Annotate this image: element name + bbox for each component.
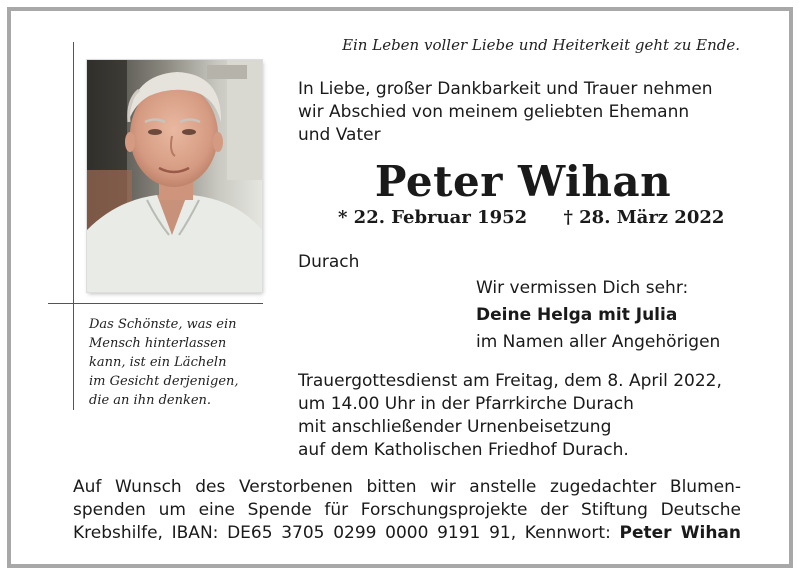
service-info — [298, 370, 722, 462]
birth-date: * 22. Februar 1952 — [338, 207, 528, 228]
donation-line: spenden um eine Spende für Forschungsprojekte der Stiftung Deutsche — [73, 500, 741, 520]
closing-line: im Namen aller Angehörigen — [476, 332, 721, 352]
intro-line: und Vater — [298, 125, 381, 145]
service-line: Trauergottesdienst am Freitag, dem 8. April 2022, — [298, 371, 722, 391]
closing-block — [476, 275, 720, 356]
vertical-divider — [73, 42, 74, 410]
donation-iban-text: Krebshilfe, IBAN: DE65 3705 0299 0000 9191 91, Kennwort: — [73, 523, 611, 543]
donation-line: Auf Wunsch des Verstorbenen bitten wir anstelle zugedachter Blumen- — [73, 477, 741, 497]
side-quote-line: im Gesicht derjenigen, — [89, 374, 239, 389]
side-quote-line: kann, ist ein Lächeln — [89, 355, 227, 370]
side-quote — [89, 315, 264, 410]
intro-text — [298, 78, 768, 147]
donation-request — [73, 476, 741, 545]
service-line: auf dem Katholischen Friedhof Durach. — [298, 440, 629, 460]
intro-line: wir Abschied von meinem geliebten Ehemann — [298, 102, 690, 122]
donation-line — [73, 522, 741, 545]
deceased-name: Peter Wihan — [374, 157, 672, 206]
side-quote-line: Das Schönste, was ein — [89, 317, 237, 332]
death-date: † 28. März 2022 — [563, 207, 725, 228]
place: Durach — [298, 252, 360, 272]
life-dates — [338, 207, 724, 228]
side-quote-line: die an ihn denken. — [89, 393, 212, 408]
opening-quote: Ein Leben voller Liebe und Heiterkeit geht zu Ende. — [342, 36, 740, 54]
side-quote-line: Mensch hinterlassen — [89, 336, 227, 351]
portrait-photo — [87, 60, 262, 292]
service-line: um 14.00 Uhr in der Pfarrkirche Durach — [298, 394, 634, 414]
horizontal-divider — [48, 303, 263, 304]
closing-line: Wir vermissen Dich sehr: — [476, 278, 689, 298]
intro-line: In Liebe, großer Dankbarkeit und Trauer nehmen — [298, 79, 713, 99]
mourners-names: Deine Helga mit Julia — [476, 305, 678, 325]
donation-keyword: Peter Wihan — [619, 523, 741, 543]
service-line: mit anschließender Urnenbeisetzung — [298, 417, 612, 437]
